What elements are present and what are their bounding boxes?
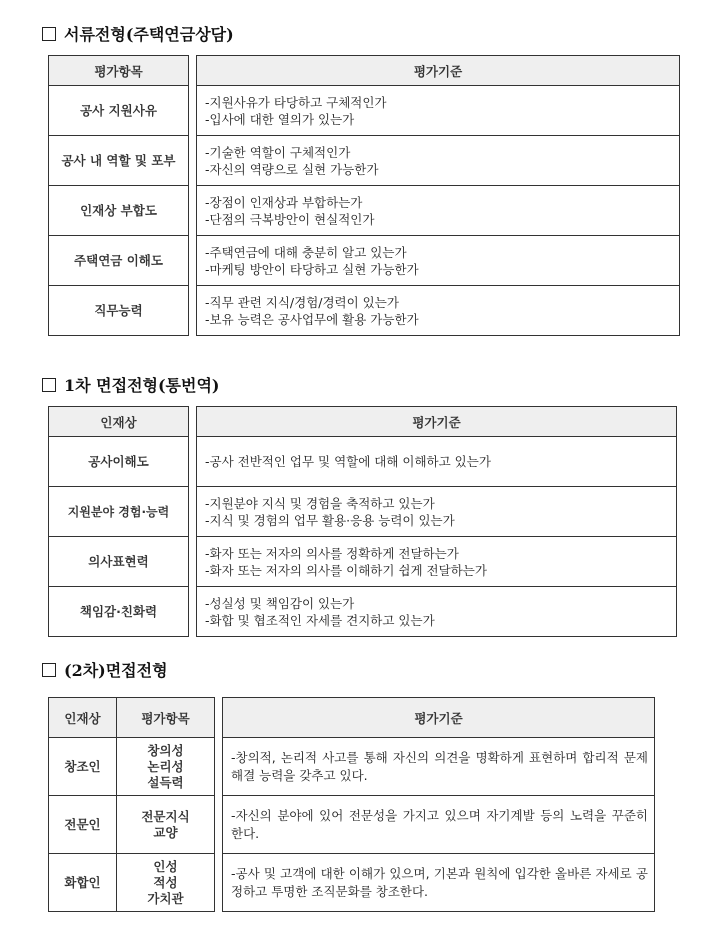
header-eval-criteria: 평가기준 xyxy=(197,407,677,437)
table-row xyxy=(49,487,677,537)
document-screening-table xyxy=(48,55,680,336)
row-criteria: -기술한 역할이 구체적인가 -자신의 역량으로 실현 가능한가 xyxy=(197,136,680,186)
row-label: 주택연금 이해도 xyxy=(49,236,189,286)
table-row xyxy=(49,854,655,912)
row-criteria: -창의적, 논리적 사고를 통해 자신의 의견을 명확하게 표현하며 합리적 문제해결 능력을 갖추고 있다. xyxy=(223,738,655,796)
checkbox-square-icon xyxy=(42,378,56,392)
row-label: 지원분야 경험·능력 xyxy=(49,487,189,537)
header-eval-criteria: 평가기준 xyxy=(197,56,680,86)
row-label: 책임감·친화력 xyxy=(49,587,189,637)
row-criteria: -장점이 인재상과 부합하는가 -단점의 극복방안이 현실적인가 xyxy=(197,186,680,236)
row-criteria: -지원사유가 타당하고 구체적인가 -입사에 대한 열의가 있는가 xyxy=(197,86,680,136)
row-label: 공사 지원사유 xyxy=(49,86,189,136)
row-criteria: -지원분야 지식 및 경험을 축적하고 있는가 -지식 및 경험의 업무 활용·응용 능력이 있는가 xyxy=(197,487,677,537)
table-row xyxy=(49,236,680,286)
table-header-row xyxy=(49,698,655,738)
row-label: 전문인 xyxy=(49,796,117,854)
header-eval-item: 평가항목 xyxy=(117,698,215,738)
row-label: 의사표현력 xyxy=(49,537,189,587)
row-label: 공사 내 역할 및 포부 xyxy=(49,136,189,186)
row-criteria: -주택연금에 대해 충분히 알고 있는가 -마케팅 방안이 타당하고 실현 가능한가 xyxy=(197,236,680,286)
row-items: 인성 적성 가치관 xyxy=(117,854,215,912)
section3-title: (2차)면접전형 xyxy=(42,658,168,681)
table-header-row xyxy=(49,407,677,437)
checkbox-square-icon xyxy=(42,27,56,41)
table-row xyxy=(49,437,677,487)
row-label: 인재상 부합도 xyxy=(49,186,189,236)
table-row xyxy=(49,587,677,637)
table-header-row xyxy=(49,56,680,86)
row-label: 직무능력 xyxy=(49,286,189,336)
header-talent: 인재상 xyxy=(49,698,117,738)
table-row xyxy=(49,186,680,236)
section1-title: 서류전형(주택연금상담) xyxy=(42,22,234,45)
row-items: 창의성 논리성 설득력 xyxy=(117,738,215,796)
section2-title: 1차 면접전형(통번역) xyxy=(42,373,220,396)
table-row xyxy=(49,796,655,854)
row-criteria: -성실성 및 책임감이 있는가 -화합 및 협조적인 자세를 견지하고 있는가 xyxy=(197,587,677,637)
row-label: 화합인 xyxy=(49,854,117,912)
row-items: 전문지식 교양 xyxy=(117,796,215,854)
table-row xyxy=(49,86,680,136)
table-row xyxy=(49,738,655,796)
table-row xyxy=(49,136,680,186)
header-eval-criteria: 평가기준 xyxy=(223,698,655,738)
header-eval-item: 평가항목 xyxy=(49,56,189,86)
row-label: 공사이해도 xyxy=(49,437,189,487)
row-criteria: -화자 또는 저자의 의사를 정확하게 전달하는가 -화자 또는 저자의 의사를 이해하기 쉽게 전달하는가 xyxy=(197,537,677,587)
row-criteria: -공사 및 고객에 대한 이해가 있으며, 기본과 원칙에 입각한 올바른 자세로 공정하고 투명한 조직문화를 창조한다. xyxy=(223,854,655,912)
row-criteria: -자신의 분야에 있어 전문성을 가지고 있으며 자기계발 등의 노력을 꾸준히 한다. xyxy=(223,796,655,854)
row-criteria: -공사 전반적인 업무 및 역할에 대해 이해하고 있는가 xyxy=(197,437,677,487)
row-criteria: -직무 관련 지식/경험/경력이 있는가 -보유 능력은 공사업무에 활용 가능한가 xyxy=(197,286,680,336)
table-row xyxy=(49,537,677,587)
interview1-table xyxy=(48,406,677,637)
row-label: 창조인 xyxy=(49,738,117,796)
table-row xyxy=(49,286,680,336)
interview2-table xyxy=(48,697,655,912)
header-talent: 인재상 xyxy=(49,407,189,437)
checkbox-square-icon xyxy=(42,663,56,677)
